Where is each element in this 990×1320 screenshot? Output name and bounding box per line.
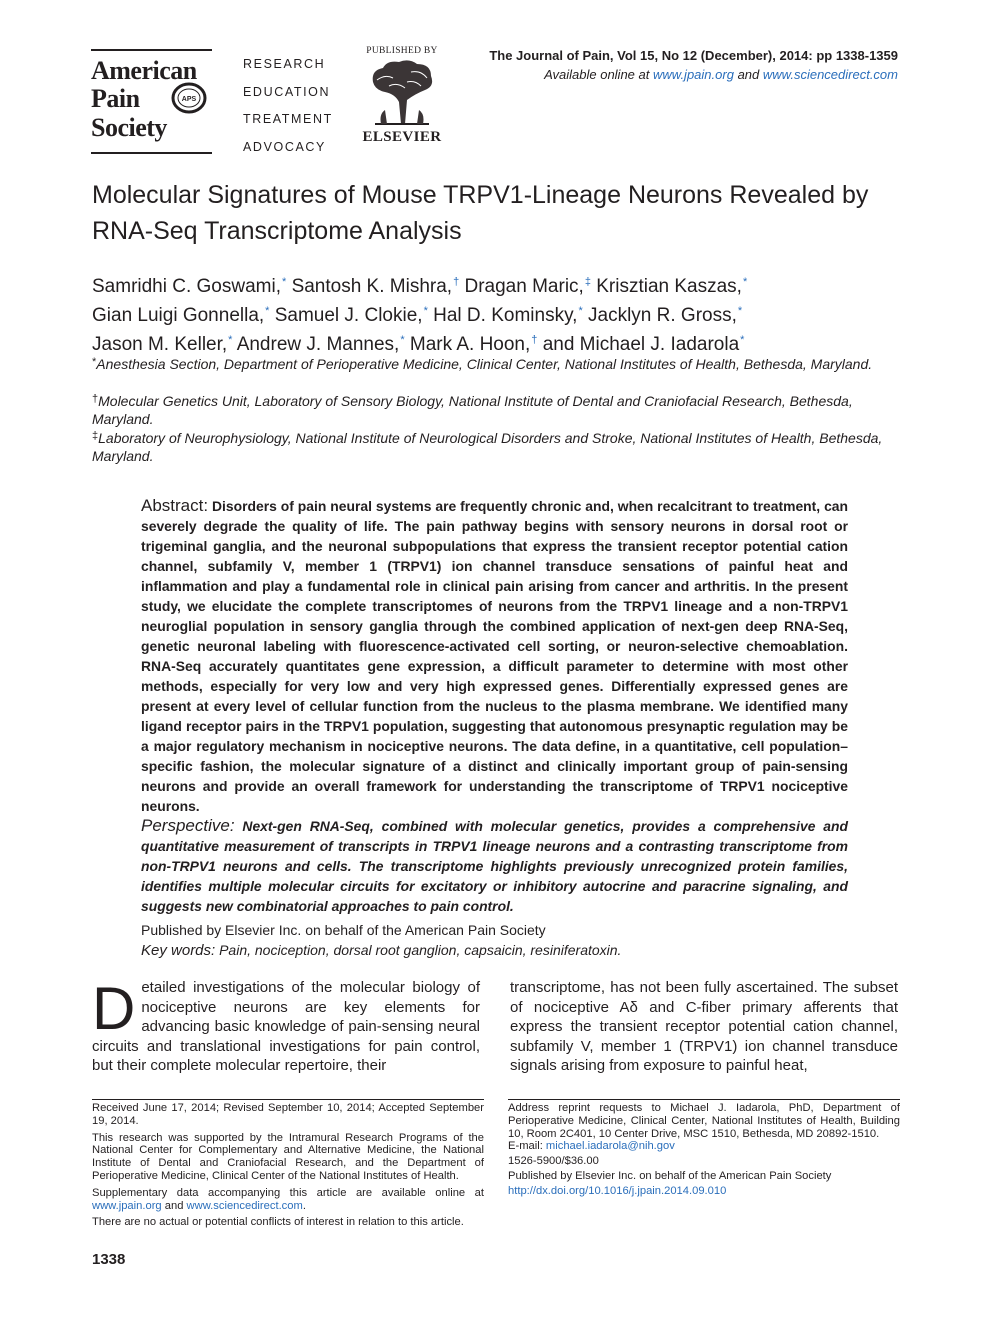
affiliation-mark: † — [92, 393, 99, 405]
author[interactable]: and Michael J. Iadarola* — [542, 334, 745, 355]
journal-citation: The Journal of Pain, Vol 15, No 12 (December), 2014: pp 1338-1359 — [489, 48, 898, 63]
aps-seal-icon — [171, 81, 207, 115]
keywords — [141, 940, 621, 961]
body-column-right — [510, 978, 898, 1076]
author-list — [92, 270, 912, 357]
abstract-text: Disorders of pain neural systems are frequently chronic and, when recalcitrant to treatment, can severely degrade the quality of life. The pain pathway begins with sensory neurons in dorsal root or trigeminal ganglia, and the neuronal subpopulations that express the transient receptor potential cation channel, subfamily V, member 1 (TRPV1) ion channel transduce sensations of painful heat and inflammation and play a fundamental role in clinical pain arising from cancer and arthritis. In the present study, we elucidate the complete transcriptomes of neurons from the TRPV1 lineage and a non-TRPV1 neuroglial population in sensory ganglia through the combined application of next-gen deep RNA-Seq, genetic neuronal labeling with fluorescence-activated cell sorting, or neuron-selective chemoablation. RNA-Seq accurately quantitates gene expression, a difficult parameter to determine with most other methods, especially for very low and very high expressed genes. Differentially expressed genes are present at every level of cellular function from the nucleus to the plasma membrane. We identified many ligand receptor pairs in the TRPV1 population, suggesting that autonomous presynaptic regulation may be a major regulatory mechanism in nociceptive neurons. The data define, in a quantitative, cell population–specific fashion, the molecular signature of a distinct and clinically important group of pain-sensing neurons and provide an overall framework for understanding the transcriptome of TRPV1 nociceptive neurons. — [141, 498, 849, 814]
conflict-note: There are no actual or potential conflicts of interest in relation to this article. — [92, 1216, 464, 1229]
mission-treatment: TREATMENT — [243, 112, 333, 126]
available-online-prefix: Available online at — [544, 67, 650, 82]
author[interactable]: Samuel J. Clokie,* — [274, 305, 428, 326]
received-dates: Received June 17, 2014; Revised September 10, 2014; Accepted September 19, 2014. — [92, 1102, 484, 1127]
drop-cap: D — [92, 975, 136, 1042]
affiliation — [92, 353, 912, 373]
funding-note: This research was supported by the Intramural Research Programs of the National Center for Complementary and Alternative Medicine, the National Institute of Dental and Craniofacial Research, and the Department of Perioperative Medicine, Clinical Center of the National Institutes of Health. — [92, 1131, 484, 1182]
mission-research: RESEARCH — [243, 57, 326, 71]
abstract — [141, 496, 848, 816]
sciencedirect-link[interactable]: www.sciencedirect.com — [762, 67, 898, 82]
author[interactable]: Jacklyn R. Gross,* — [588, 305, 743, 326]
keywords-label: Key words: — [141, 942, 216, 959]
author[interactable]: Krisztian Kaszas,* — [596, 276, 748, 297]
sciencedirect-link[interactable]: www.sciencedirect.com — [186, 1199, 303, 1212]
available-online — [489, 65, 898, 84]
abstract-label: Abstract: — [141, 496, 209, 515]
footnote-divider — [92, 1099, 484, 1100]
perspective — [141, 816, 848, 916]
logo-line-pain: Pain — [91, 84, 140, 113]
elsevier-logo — [362, 46, 442, 150]
journal-reference — [489, 46, 898, 84]
issn-price: 1526-5900/$36.00 — [508, 1155, 599, 1168]
published-by-label: PUBLISHED BY — [366, 46, 438, 56]
society-mission — [243, 51, 333, 161]
elsevier-tree-icon — [365, 58, 439, 128]
body-text-left: etailed investigations of the molecular biology of nociceptive neurons are key elements for advancing basic knowledge of pain-sensing neural circuits and translational investigations for pain control, but their complete molecular repertoire, their — [92, 979, 480, 1074]
affiliation-text: Laboratory of Neurophysiology, National Institute of Neurological Disorders and Stroke, National Institutes of Health, Bethesda, Maryland. — [92, 430, 883, 464]
author[interactable]: Dragan Maric,‡ — [464, 276, 591, 297]
perspective-text: Next-gen RNA-Seq, combined with molecular genetics, provides a comprehensive and quantitative measurement of transcripts in TRPV1 lineage neurons and a contrasting transcriptome from non-TRPV1 neurons and cells. The transcriptome highlights previously unrecognized protein families, identifies multiple molecular circuits for excitatory or inhibitory autocrine and paracrine signaling, and suggests new combinatorial approaches to pain control. — [141, 818, 849, 914]
footnotes-left — [92, 1102, 484, 1233]
email-label: E-mail: — [508, 1140, 543, 1153]
affiliation — [92, 427, 912, 465]
article-title: Molecular Signatures of Mouse TRPV1-Lineage Neurons Revealed by RNA-Seq Transcriptome Analysis — [92, 181, 869, 245]
elsevier-wordmark: ELSEVIER — [362, 129, 442, 145]
affiliation-text: Anesthesia Section, Department of Perioperative Medicine, Clinical Center, National Institutes of Health, Bethesda, Maryland. — [96, 356, 873, 372]
footnote-divider — [508, 1099, 900, 1100]
published-statement: Published by Elsevier Inc. on behalf of the American Pain Society — [141, 922, 546, 938]
body-text-right: transcriptome, has not been fully ascertained. The subset of nociceptive Aδ and C-fiber primary afferents that express the transient receptor potential cation channel, subfamily V, member 1 (TRPV1) ion channel transduce signals arising from exposure to painful heat, — [510, 979, 898, 1074]
affiliation-mark: * — [92, 356, 97, 368]
jpain-link[interactable]: www.jpain.org — [92, 1199, 162, 1212]
email-link[interactable]: michael.iadarola@nih.gov — [545, 1140, 675, 1153]
author[interactable]: Samridhi C. Goswami,* — [92, 276, 287, 297]
author[interactable]: Jason M. Keller,* — [92, 334, 233, 355]
author[interactable]: Santosh K. Mishra,† — [291, 276, 460, 297]
author[interactable]: Gian Luigi Gonnella,* — [92, 305, 270, 326]
and-word: and — [737, 67, 760, 82]
keywords-text: Pain, nociception, dorsal root ganglion, capsaicin, resiniferatoxin. — [219, 942, 622, 958]
aps-seal-text: APS — [181, 96, 197, 103]
mission-education: EDUCATION — [243, 84, 331, 99]
affiliation — [92, 390, 912, 428]
footnotes-right — [508, 1102, 900, 1202]
affiliation-mark: ‡ — [92, 430, 99, 442]
supplementary-note: Supplementary data accompanying this article are available online at www.jpain.org and www.sciencedirect.com. — [92, 1186, 484, 1212]
doi-link[interactable]: http://dx.doi.org/10.1016/j.jpain.2014.09.010 — [508, 1184, 727, 1197]
author[interactable]: Andrew J. Mannes,* — [236, 334, 405, 355]
perspective-label: Perspective: — [141, 816, 235, 835]
logo-line-society: Society — [91, 113, 167, 142]
author[interactable]: Hal D. Kominsky,* — [433, 305, 583, 326]
affiliation-text: Molecular Genetics Unit, Laboratory of Sensory Biology, National Institute of Dental and Craniofacial Research, Bethesda, Maryland. — [92, 393, 853, 427]
american-pain-society-logo — [91, 49, 212, 154]
published-statement-footnote: Published by Elsevier Inc. on behalf of the American Pain Society — [508, 1169, 832, 1182]
body-column-left — [92, 975, 480, 1076]
mission-advocacy: ADVOCACY — [243, 139, 326, 154]
reprint-address: Address reprint requests to Michael J. Iadarola, PhD, Department of Perioperative Medicine, Clinical Center, National Institutes of Health, Building 10, Room 2C401, 10 Center Drive, MSC 1510, Bethesda, MD 20892-1510. E-mail: michael.iadarola@nih.gov — [508, 1102, 900, 1153]
page-number: 1338 — [92, 1251, 126, 1268]
author[interactable]: Mark A. Hoon,† — [409, 334, 538, 355]
jpain-link[interactable]: www.jpain.org — [653, 67, 734, 82]
logo-line-american: American — [91, 56, 197, 85]
